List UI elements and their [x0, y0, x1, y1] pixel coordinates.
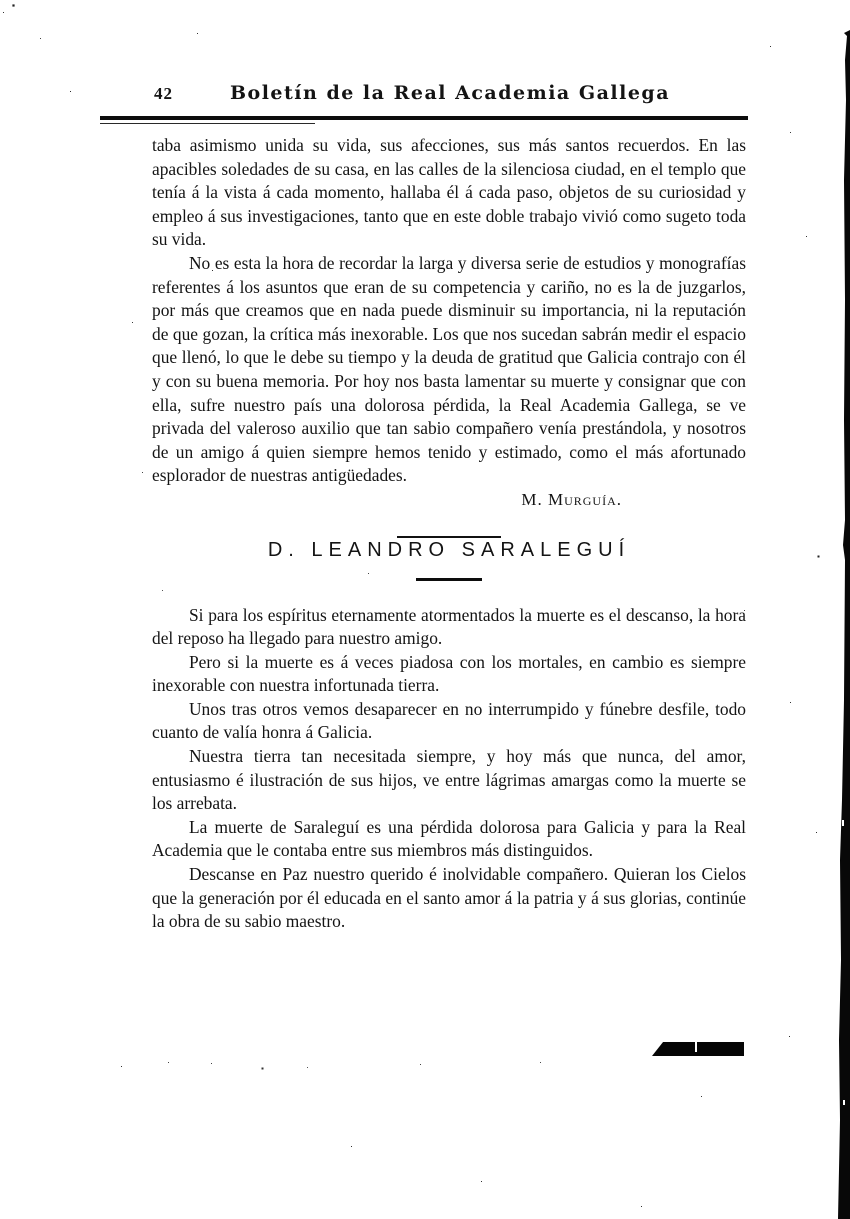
scan-edge-artifact [836, 0, 850, 1219]
header-rule [100, 116, 748, 120]
scan-speckles [0, 0, 1, 1]
header-rule-thin [100, 123, 315, 124]
article-title: D. LEANDRO SARALEGUÍ [267, 538, 631, 561]
paragraph: Descanse en Paz nuestro querido é inolvidable compañero. Quieran los Cielos que la generación por él educada en el santo amor á la patria y á sus glorias, continúe la obra de su sabio maestro. [152, 864, 746, 932]
text-column [152, 134, 746, 934]
page-header [152, 82, 748, 108]
paragraph: Unos tras otros vemos desaparecer en no interrumpido y fúnebre desfile, todo cuanto de valía honra á Galicia. [152, 698, 746, 743]
paragraph: La muerte de Saraleguí es una pérdida dolorosa para Galicia y para la Real Academia que le contaba entre sus miembros más distinguidos. [152, 816, 746, 861]
ink-smudge [652, 1042, 744, 1056]
paragraph: Nuestra tierra tan necesitada siempre, y hoy más que nunca, del amor, entusiasmo é ilustración de sus hijos, ve entre lágrimas amargas como la muerte se los arrebata. [152, 746, 746, 814]
page-number: 42 [154, 84, 173, 103]
paragraph: Pero si la muerte es á veces piadosa con los mortales, en cambio es siempre inexorable con nuestra infortunada tierra. [152, 651, 746, 696]
paragraph: No es esta la hora de recordar la larga y diversa serie de estudios y monografías referentes á los asuntos que eran de su competencia y cariño, no es la de juzgarlos, por más que creamos que en nada puede disminuir su importancia, ni la reputación de que gozan, la crítica más inexorable. Los que nos sucedan sabrán medir el espacio que llenó, lo que le debe su tiempo y la deuda de gratitud que Galicia contrajo con él y con su buena memoria. Por hoy nos basta lamentar su muerte y consignar que con ella, sufre nuestro país una dolorosa pérdida, la Real Academia Gallega, se ve privada del valeroso auxilio que tan sabio compañero venía prestándola, y nosotros de un amigo á quien siempre hemos tenido y estimado, como el más afortunado esplorador de nuestras antigüedades. [152, 252, 746, 486]
ink-smudge-gap [695, 1042, 697, 1052]
paragraph: taba asimismo unida su vida, sus afecciones, sus más santos recuerdos. En las apacibles soledades de su casa, en las calles de la silenciosa ciudad, en el templo que tenía á la vista á cada momento, hallaba él á cada paso, objetos de su curiosidad y empleo á sus investigaciones, tanto que en este doble trabajo vivió como sugeto toda su vida. [152, 135, 746, 250]
paragraph: Si para los espíritus eternamente atormentados la muerte es el descanso, la hora del reposo ha llegado para nuestro amigo. [152, 604, 746, 649]
section-divider-bottom [416, 578, 482, 581]
journal-title: Boletín de la Real Academia Gallega [229, 82, 670, 104]
signature: M. Murguía. [521, 489, 622, 509]
